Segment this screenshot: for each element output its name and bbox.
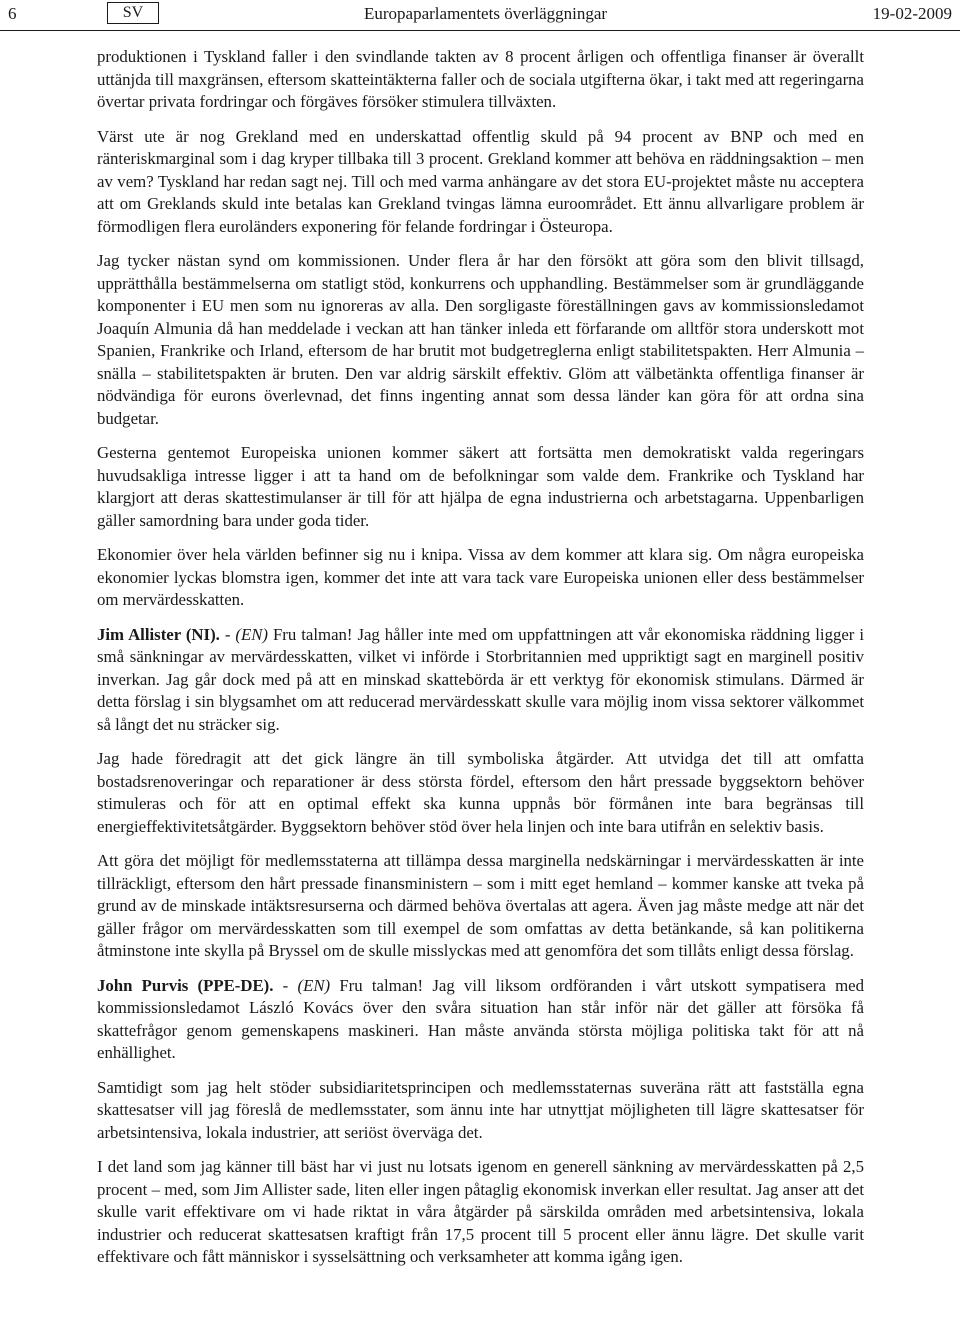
speech-paragraph <box>97 624 864 737</box>
language-tag: (EN) <box>297 975 331 995</box>
document-title: Europaparlamentets överläggningar <box>364 4 608 23</box>
paragraph <box>97 1156 864 1269</box>
paragraph-text: Samtidigt som jag helt stöder subsidiaritetsprincipen och medlemsstaternas suveräna rätt att fastställa egna skattesatser vill jag föreslå de medlemsstater, som ännu inte har utnyttjat möjligheten till lägre skattesatser för arbetsintensiva, lokala industrier, att seriöst överväga det. <box>97 1077 864 1142</box>
paragraph <box>97 442 864 532</box>
paragraph-text: Jag hade föredragit att det gick längre än till symboliska åtgärder. Att utvidga det till att omfatta bostadsrenoveringar och reparationer är dess största fördel, eftersom den hårt pressade byggsektorn behöver stimuleras och för att en optimal effekt ska kunna uppnås bör förmånen inte bara begränsas till energieffektivitetsåtgärder. Byggsektorn behöver stöd över hela linjen och inte bara utifrån en selektiv basis. <box>97 749 864 836</box>
speaker-name: John Purvis (PPE-DE). <box>97 975 274 995</box>
separator: - <box>273 975 298 995</box>
paragraph-text: Gesterna gentemot Europeiska unionen kommer säkert att fortsätta men demokratiskt valda regeringars huvudsakliga intresse ligger i att ta hand om de befolkningar som valde dem. Frankrike och Tyskland har klargjort att deras skattestimulanser är till för att hjälpa de egna industrierna och arbetstagarna. Uppenbarligen gäller samordning bara under goda tider. <box>97 443 864 530</box>
paragraph <box>97 250 864 430</box>
paragraph-text: Fru talman! Jag håller inte med om uppfattningen att vår ekonomiska räddning ligger i små sänkningar av mervärdesskatten, vilket vi införde i Storbritannien med uppriktigt sagt en marginell positiv inverkan. Jag går dock med på att en minskad skattebörda är ett verktyg för ekonomisk stimulans. Därmed är detta förslag i sin blygsamhet om att reducerad mervärdesskatt skulle vara möjlig inom vissa sektorer välkommet så långt det nu sträcker sig. <box>97 624 865 734</box>
paragraph-text: Jag tycker nästan synd om kommissionen. Under flera år har den försökt att göra som den blivit tillsagd, upprätthålla bestämmelserna om statligt stöd, konkurrens och upphandling. Bestämmelser som är grundläggande komponenter i EU men som nu ignoreras av alla. Den sorgligaste föreställningen gavs av kommissionsledamot Joaquín Almunia då han meddelade i veckan att han tänker inleda ett förfarande om alltför stora underskott mot Spanien, Frankrike och Irland, eftersom de har brutit mot budgetreglerna enligt stabilitetspakten. Herr Almunia – snälla – stabilitetspakten är bruten. Den var aldrig särskilt effektiv. Glöm att välbetänkta offentliga finanser är nödvändiga för eurons överlevnad, det finns ingenting annat som dessa länder kan göra för att ordna sina budgetar. <box>97 251 864 428</box>
language-tag: (EN) <box>235 624 269 644</box>
paragraph-text: I det land som jag känner till bäst har vi just nu lotsats igenom en generell sänkning av mervärdesskatten på 2,5 procent – med, som Jim Allister sade, liten eller ingen påtaglig ekonomisk inverkan eller resultat. Jag anser att det skulle varit effektivare om vi hade riktat in våra åtgärder på särskilda områden med arbetsintensiva, lokala industrier och reducerat skattesatsen kraftigt från 17,5 procent till 5 procent eller ännu lägre. Det skulle varit effektivare och fått människor i sysselsättning och verksamheter att komma igång igen. <box>97 1157 864 1266</box>
header-rule <box>0 30 960 31</box>
paragraph-text: produktionen i Tyskland faller i den svindlande takten av 8 procent årligen och offentliga finanser är överallt uttänjda till maxgränsen, eftersom skatteintäkterna faller och de sociala utgifterna ökar, i takt med att regeringarna övertar privata fordringar och förgäves försöker stimulera tillväxten. <box>97 47 864 111</box>
paragraph <box>97 1077 864 1145</box>
paragraph <box>97 748 864 838</box>
page-number: 6 <box>8 4 17 23</box>
paragraph-text: Fru talman! Jag vill liksom ordföranden i vårt utskott sympatisera med kommissionsledamot László Kovács över den svåra situation han står inför när det gäller att försöka få skattefrågor genom gemenskapens maskineri. Han måste använda största möjliga politiska takt för att nå enhällighet. <box>97 975 864 1062</box>
document-body <box>97 46 864 1281</box>
separator: - <box>219 624 236 644</box>
speech-paragraph <box>97 975 864 1065</box>
document-date: 19-02-2009 <box>872 4 952 23</box>
paragraph <box>97 126 864 239</box>
paragraph <box>97 850 864 963</box>
paragraph <box>97 46 864 114</box>
language-code-box: SV <box>107 2 159 24</box>
speaker-name: Jim Allister (NI). <box>97 624 220 644</box>
paragraph-text: Att göra det möjligt för medlemsstaterna att tillämpa dessa marginella nedskärningar i mervärdesskatten är inte tillräckligt, eftersom den hårt pressade finansministern – som i mitt eget hemland – kommer kanske att tveka på grund av de minskade intäktsresurserna och därmed behöva övertalas att agera. Även jag måste medge att när det gäller frågor om mervärdesskatten som till exempel de som omfattas av detta betänkande, så kan politikerna åtminstone inte skylla på Bryssel om de skulle misslyckas med att genomföra det som tillåts enligt dessa förslag. <box>97 851 864 960</box>
page-header <box>0 0 960 30</box>
paragraph-text: Värst ute är nog Grekland med en underskattad offentlig skuld på 94 procent av BNP och med en ränteriskmarginal som i dag kryper tillbaka till 3 procent. Grekland kommer att behöva en räddningsaktion – men av vem? Tyskland har redan sagt nej. Till och med varma anhängare av det stora EU-projektet måste nu acceptera att om Greklands skuld inte betalas kan Grekland tvingas lämna euroområdet. Ett ännu allvarligare problem är förmodligen flera euroländers exponering för felande fordringar i Östeuropa. <box>97 126 864 236</box>
paragraph <box>97 544 864 612</box>
paragraph-text: Ekonomier över hela världen befinner sig nu i knipa. Vissa av dem kommer att klara sig. Om några europeiska ekonomier lyckas blomstra igen, kommer det inte att vara tack vare Europeiska unionen eller dess bestämmelser om mervärdesskatten. <box>97 545 864 609</box>
